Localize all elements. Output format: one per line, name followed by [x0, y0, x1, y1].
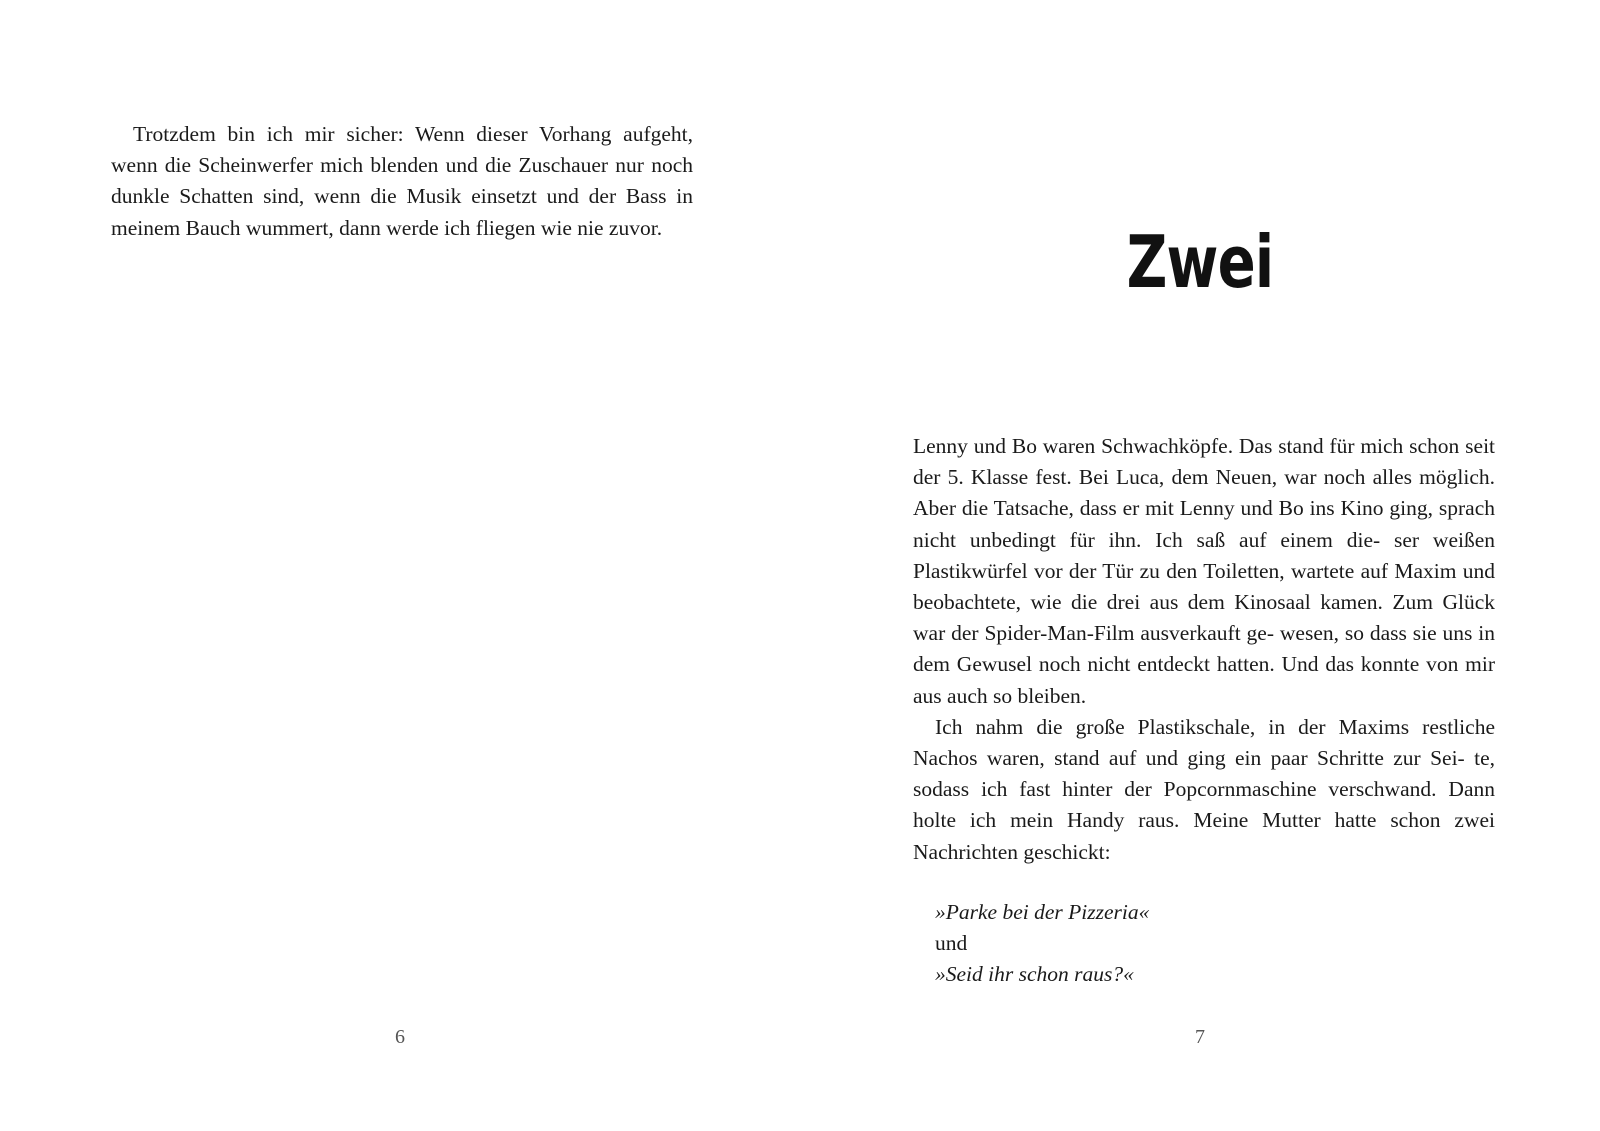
left-paragraph: [111, 119, 693, 244]
text-line: möglich. Aber die Tatsache, dass er mit Lenny und Bo ins Kino: [913, 465, 1495, 521]
text-line: Bass in meinem Bauch wummert, dann werde ich fliegen wie: [111, 184, 694, 240]
message-connector: und: [935, 931, 968, 956]
right-page-text: [913, 431, 1495, 868]
page-number-right: 7: [1195, 1026, 1205, 1048]
text-line: Ich nahm die große Plastikschale, in der Maxims restliche: [935, 714, 1495, 739]
text-line: hatten. Und das konnte von mir aus auch so bleiben.: [913, 652, 1496, 708]
message-quote-2: »Seid ihr schon raus?«: [935, 962, 1134, 987]
text-line: kamen. Zum Glück war der Spider-Man-Film ausverkauft ge-: [913, 590, 1496, 646]
right-page: [800, 0, 1600, 1131]
text-line: ging, sprach nicht unbedingt für ihn. Ich saß auf einem die-: [913, 496, 1495, 552]
left-page-text: [111, 119, 693, 244]
right-paragraph-2: [913, 712, 1495, 868]
text-line: wesen, so dass sie uns in dem Gewusel noch nicht entdeckt: [913, 621, 1496, 677]
text-line: zwei Nachrichten geschickt:: [913, 808, 1495, 864]
text-line: Dann holte ich mein Handy raus. Meine Mutter hatte schon: [913, 777, 1495, 833]
text-line: te, sodass ich fast hinter der Popcornmaschine verschwand.: [913, 746, 1496, 802]
text-line: Lenny und Bo waren Schwachköpfe. Das stand für mich schon: [913, 434, 1460, 458]
chapter-title: Zwei: [1126, 220, 1274, 304]
right-paragraph-1: [913, 431, 1495, 712]
message-quotes: [935, 897, 1149, 991]
text-line: Trotzdem bin ich mir sicher: Wenn dieser Vorhang aufgeht,: [133, 122, 693, 146]
message-quote-1: »Parke bei der Pizzeria«: [935, 900, 1150, 924]
text-line: wenn die Scheinwerfer mich blenden und die Zuschauer nur: [111, 153, 644, 178]
text-line: ser weißen Plastikwürfel vor der Tür zu den Toiletten, wartete: [913, 527, 1496, 583]
text-line: nie zuvor.: [577, 215, 663, 240]
text-line: auf Maxim und beobachtete, wie die drei aus dem Kinosaal: [913, 558, 1495, 615]
text-line: Nachos waren, stand auf und ging ein paar Schritte zur Sei-: [913, 746, 1465, 771]
text-line: seit der 5. Klasse fest. Bei Luca, dem Neuen, war noch alles: [913, 434, 1496, 490]
text-line: noch dunkle Schatten sind, wenn die Musik einsetzt und der: [111, 153, 693, 209]
page-number-left: 6: [395, 1026, 405, 1048]
